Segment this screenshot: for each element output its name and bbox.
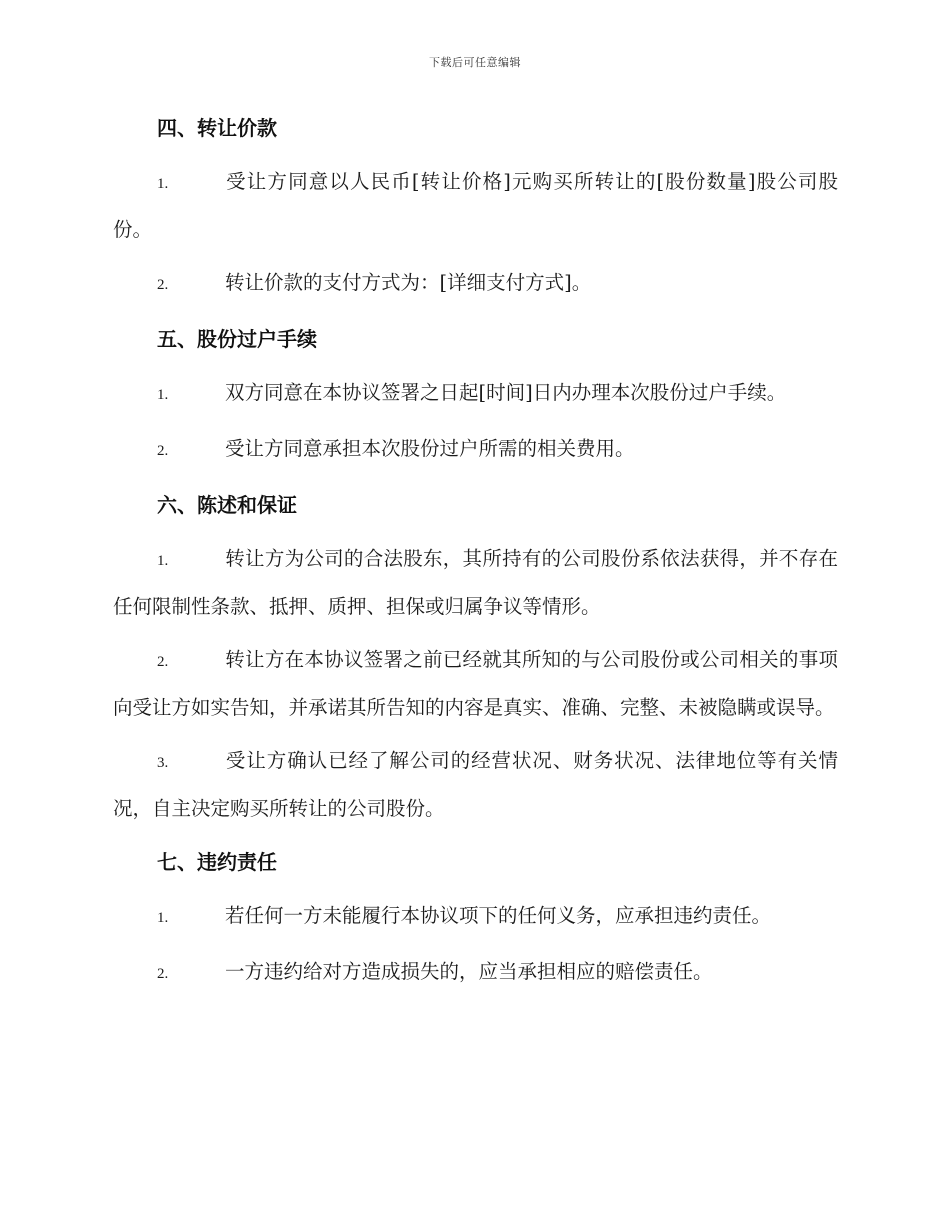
clause-text: 转让方为公司的合法股东，其所持有的公司股份系依法获得，并不存在任何限制性条款、抵押、质押、担保或归属争议等情形。	[113, 547, 838, 618]
section-share-transfer-procedures	[113, 316, 838, 474]
section-liability-for-breach	[113, 839, 838, 997]
clause-number: 2.	[157, 443, 169, 459]
clause-number: 2.	[157, 654, 169, 670]
clause-number: 1.	[157, 553, 169, 569]
clause-text: 一方违约给对方造成损失的，应当承担相应的赔偿责任。	[225, 960, 713, 983]
clause-text: 若任何一方未能履行本协议项下的任何义务，应承担违约责任。	[225, 904, 772, 927]
section-representations-warranties	[113, 482, 838, 831]
section-heading: 六、陈述和保证	[157, 493, 297, 517]
clause	[113, 738, 838, 831]
clause-text: 转让价款的支付方式为：[详细支付方式]。	[225, 271, 592, 294]
clause-text: 受让方同意以人民币[转让价格]元购买所转让的[股份数量]股公司股份。	[113, 170, 838, 241]
clause-number: 2.	[157, 277, 169, 293]
section-transfer-price	[113, 105, 838, 308]
clause	[113, 159, 838, 252]
section-heading: 七、违约责任	[157, 850, 277, 874]
clause-number: 1.	[157, 176, 169, 192]
clause	[113, 949, 838, 997]
clause-number: 1.	[157, 387, 169, 403]
clause-text: 转让方在本协议签署之前已经就其所知的与公司股份或公司相关的事项向受让方如实告知，并承诺其所告知的内容是真实、准确、完整、未被隐瞒或误导。	[113, 648, 838, 719]
clause-text: 受让方同意承担本次股份过户所需的相关费用。	[225, 437, 635, 460]
clause-text: 双方同意在本协议签署之日起[时间]日内办理本次股份过户手续。	[225, 381, 787, 404]
clause-number: 3.	[157, 755, 169, 771]
section-heading: 五、股份过户手续	[157, 327, 317, 351]
document-body	[113, 105, 838, 1005]
clause	[113, 426, 838, 474]
section-heading: 四、转让价款	[157, 116, 277, 140]
clause	[113, 370, 838, 418]
clause-number: 1.	[157, 910, 169, 926]
clause-number: 2.	[157, 966, 169, 982]
clause	[113, 893, 838, 941]
clause-text: 受让方确认已经了解公司的经营状况、财务状况、法律地位等有关情况，自主决定购买所转让的公司股份。	[113, 749, 838, 820]
clause	[113, 637, 838, 730]
header-note: 下载后可任意编辑	[429, 56, 521, 69]
clause	[113, 260, 838, 308]
clause	[113, 536, 838, 629]
